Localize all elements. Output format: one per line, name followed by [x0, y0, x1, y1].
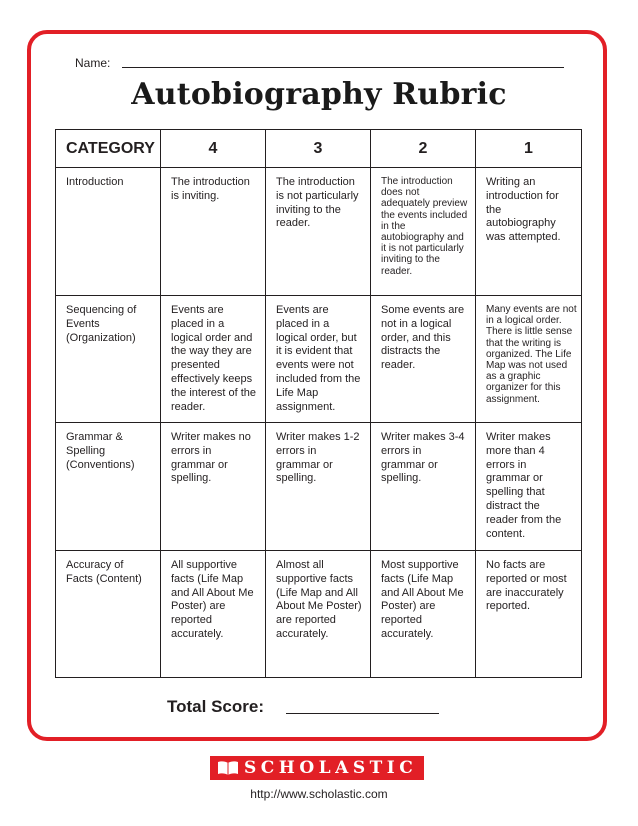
header-score-4: 4: [161, 130, 266, 168]
table-row: [56, 423, 582, 551]
criteria-cell: Some events are not in a logical order, and this distracts the reader.: [371, 296, 476, 423]
criteria-cell: Most supportive facts (Life Map and All About Me Poster) are reported accurately.: [371, 551, 476, 678]
name-row: [75, 55, 565, 71]
criteria-cell: Writing an introduction for the autobiography was attempted.: [476, 168, 582, 296]
criteria-cell: The introduction is not particularly inviting to the reader.: [266, 168, 371, 296]
name-field-line[interactable]: [122, 67, 564, 68]
logo-text: SCHOLASTIC: [244, 758, 418, 778]
name-label: Name:: [75, 56, 111, 70]
header-score-1: 1: [476, 130, 582, 168]
criteria-cell: Almost all supportive facts (Life Map and All About Me Poster) are reported accurately.: [266, 551, 371, 678]
category-cell: Introduction: [56, 168, 161, 296]
criteria-cell: All supportive facts (Life Map and All About Me Poster) are reported accurately.: [161, 551, 266, 678]
criteria-cell: The introduction does not adequately preview the events included in the autobiography and it is not particularly inviting to the reader.: [371, 168, 476, 296]
total-score-label: Total Score:: [167, 697, 264, 716]
table-row: [56, 296, 582, 423]
criteria-cell: Writer makes no errors in grammar or spelling.: [161, 423, 266, 551]
header-row: [56, 130, 582, 168]
criteria-cell: Events are placed in a logical order and the way they are presented effectively keeps the interest of the reader.: [161, 296, 266, 423]
open-book-icon: [216, 760, 240, 776]
header-score-3: 3: [266, 130, 371, 168]
criteria-cell: Writer makes 3-4 errors in grammar or spelling.: [371, 423, 476, 551]
scholastic-logo[interactable]: [210, 756, 424, 780]
website-url[interactable]: http://www.scholastic.com: [250, 787, 388, 801]
criteria-cell: No facts are reported or most are inaccurately reported.: [476, 551, 582, 678]
header-score-2: 2: [371, 130, 476, 168]
category-cell: Grammar & Spelling (Conventions): [56, 423, 161, 551]
total-score-line[interactable]: [286, 713, 439, 714]
table-row: [56, 168, 582, 296]
rubric-table: [55, 129, 582, 678]
criteria-cell: Writer makes more than 4 errors in grammar or spelling that distract the reader from the content.: [476, 423, 582, 551]
table-row: [56, 551, 582, 678]
category-cell: Sequencing of Events (Organization): [56, 296, 161, 423]
criteria-cell: Events are placed in a logical order, but it is evident that events were not included from the Life Map assignment.: [266, 296, 371, 423]
criteria-cell: Many events are not in a logical order. There is little sense that the writing is organized. The Life Map was not used as a graphic organizer for this assignment.: [476, 296, 582, 423]
category-cell: Accuracy of Facts (Content): [56, 551, 161, 678]
header-category: CATEGORY: [56, 130, 161, 168]
criteria-cell: Writer makes 1-2 errors in grammar or spelling.: [266, 423, 371, 551]
criteria-cell: The introduction is inviting.: [161, 168, 266, 296]
page-title: Autobiography Rubric: [131, 77, 507, 112]
